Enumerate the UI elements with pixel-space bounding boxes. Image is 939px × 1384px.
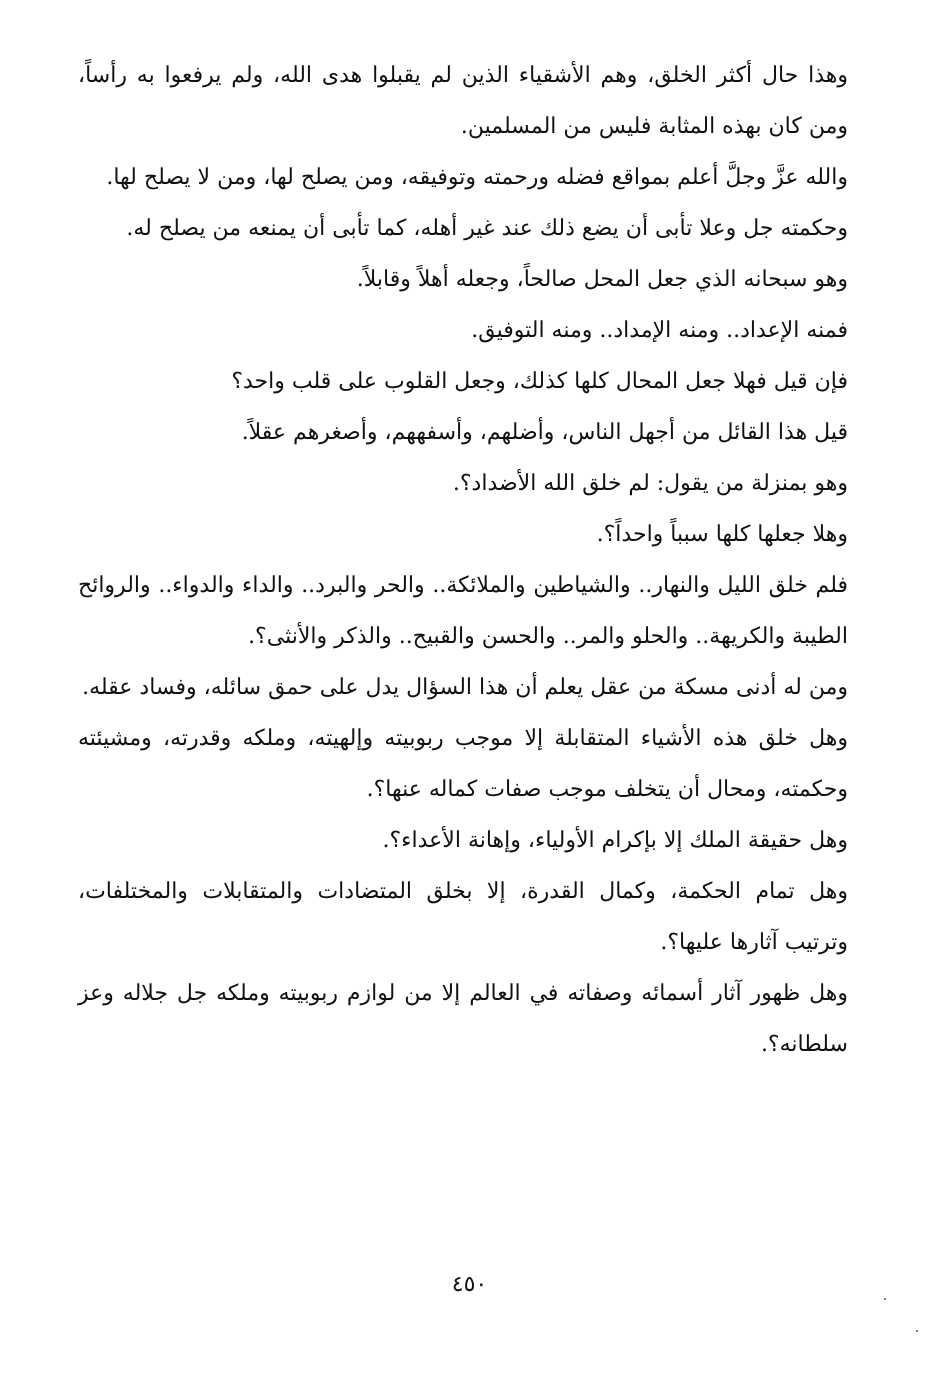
paragraph: وهو بمنزلة من يقول: لم خلق الله الأضداد؟. [452,471,848,496]
paragraph: وحكمته جل وعلا تأبى أن يضع ذلك عند غير أهله، كما تأبى أن يمنعه من يصلح له. [126,216,848,241]
scan-speck [884,1298,886,1300]
page-body [78,50,848,1070]
paragraph: قيل هذا القائل من أجهل الناس، وأضلهم، وأسفههم، وأصغرهم عقلاً. [241,420,848,445]
paragraph: وهل خلق هذه الأشياء المتقابلة إلا موجب ربوبيته وإلهيته، وملكه وقدرته، ومشيئته وحكمته، ومحال أن يتخلف موجب صفات كماله عنها؟. [78,726,848,802]
paragraph: ومن له أدنى مسكة من عقل يعلم أن هذا السؤال يدل على حمق سائله، وفساد عقله. [82,675,848,700]
page-number: ٤٥٠ [451,1272,488,1297]
paragraph: وهذا حال أكثر الخلق، وهم الأشقياء الذين لم يقبلوا هدى الله، ولم يرفعوا به رأساً، ومن كان بهذه المثابة فليس من المسلمين. [78,63,848,139]
paragraph: وهل تمام الحكمة، وكمال القدرة، إلا بخلق المتضادات والمتقابلات والمختلفات، وترتيب آثارها عليها؟. [78,879,848,955]
paragraph: وهو سبحانه الذي جعل المحل صالحاً، وجعله أهلاً وقابلاً. [356,267,848,292]
paragraph: وهلا جعلها كلها سبباً واحداً؟. [596,522,848,547]
paragraph: وهل ظهور آثار أسمائه وصفاته في العالم إلا من لوازم ربوبيته وملكه جل جلاله وعز سلطانه؟. [78,981,848,1057]
scan-speck [916,1330,918,1332]
paragraph: فلم خلق الليل والنهار.. والشياطين والملائكة.. والحر والبرد.. والداء والدواء.. والروائح الطيبة والكريهة.. والحلو والمر.. والحسن والقبيح.. والذكر والأنثى؟. [78,573,848,649]
paragraph: فمنه الإعداد.. ومنه الإمداد.. ومنه التوفيق. [471,318,848,343]
paragraph: وهل حقيقة الملك إلا بإكرام الأولياء، وإهانة الأعداء؟. [382,828,848,853]
paragraph: والله عزَّ وجلَّ أعلم بمواقع فضله ورحمته وتوفيقه، ومن يصلح لها، ومن لا يصلح لها. [106,165,848,190]
paragraph: فإن قيل فهلا جعل المحال كلها كذلك، وجعل القلوب على قلب واحد؟ [231,369,848,394]
